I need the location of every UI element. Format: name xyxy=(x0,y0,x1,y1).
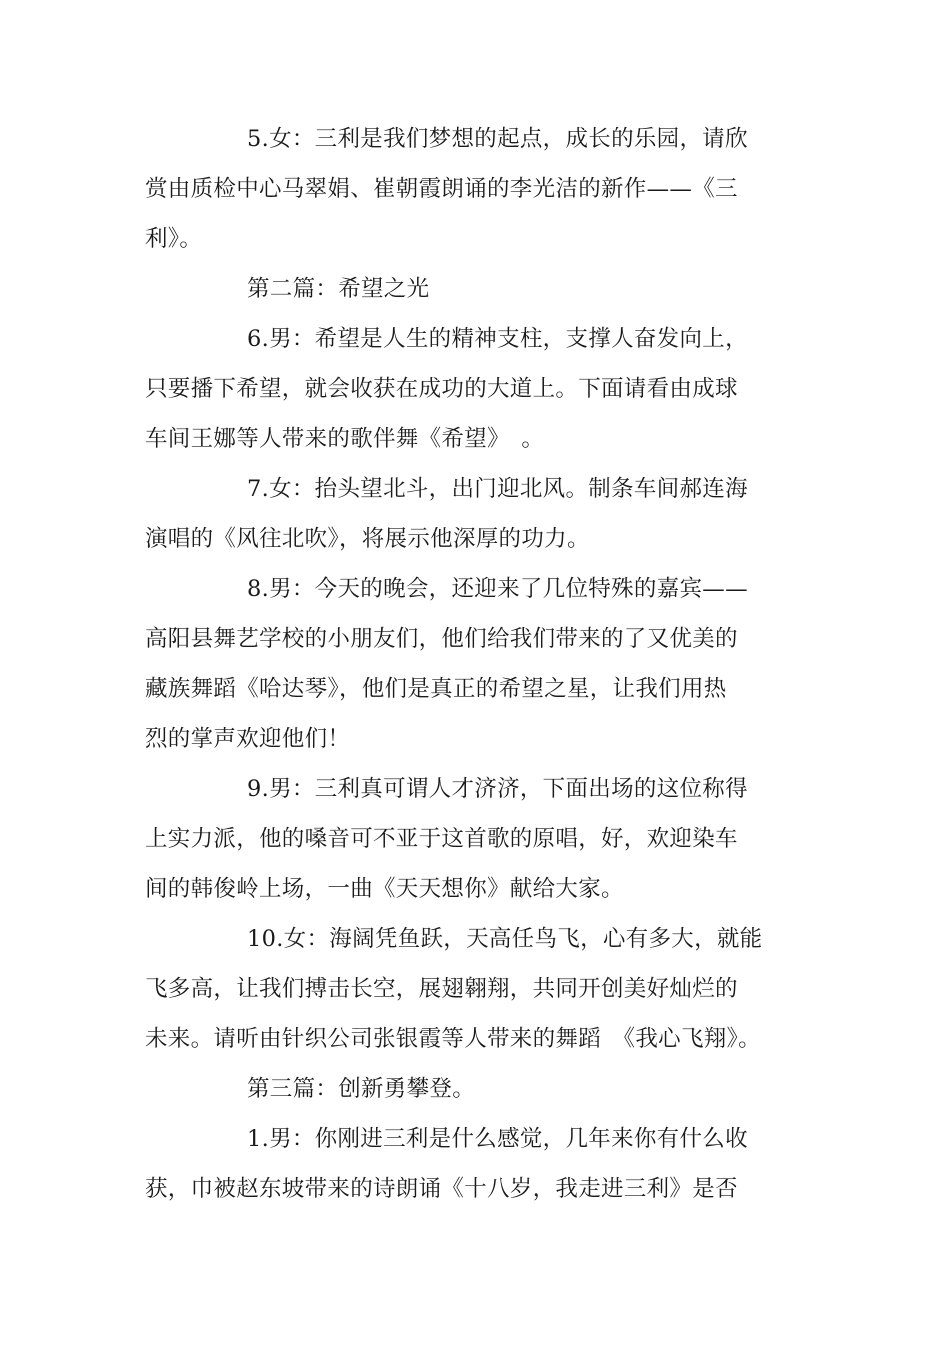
paragraph-line: 赏由质检中心马翠娟、崔朝霞朗诵的李光洁的新作——《三 xyxy=(145,176,738,202)
paragraph-line: 未来。请听由针织公司张银霞等人带来的舞蹈 《我心飞翔》。 xyxy=(145,1026,761,1052)
paragraph-line: 9.男：三利真可谓人才济济，下面出场的这位称得 xyxy=(247,776,748,802)
paragraph-line: 上实力派，他的嗓音可不亚于这首歌的原唱，好，欢迎染车 xyxy=(145,826,738,852)
paragraph-line: 藏族舞蹈《哈达琴》，他们是真正的希望之星，让我们用热 xyxy=(145,676,727,702)
section-heading: 第三篇：创新勇攀登。 xyxy=(247,1076,476,1102)
paragraph-line: 高阳县舞艺学校的小朋友们，他们给我们带来的了又优美的 xyxy=(145,626,738,652)
paragraph-line: 演唱的《风往北吹》，将展示他深厚的功力。 xyxy=(145,526,590,552)
section-heading: 第二篇：希望之光 xyxy=(247,276,430,302)
paragraph-line: 烈的掌声欢迎他们！ xyxy=(145,726,351,752)
paragraph-line: 7.女：抬头望北斗，出门迎北风。制条车间郝连海 xyxy=(247,476,748,502)
paragraph-line: 10.女：海阔凭鱼跃，天高任鸟飞，心有多大，就能 xyxy=(247,926,763,952)
paragraph-line: 只要播下希望，就会收获在成功的大道上。下面请看由成球 xyxy=(145,376,738,402)
paragraph-line: 获，巾被赵东坡带来的诗朗诵《十八岁，我走进三利》是否 xyxy=(145,1176,738,1202)
paragraph-line: 间的韩俊岭上场，一曲《天天想你》献给大家。 xyxy=(145,876,624,902)
paragraph-line: 1.男：你刚进三利是什么感觉，几年来你有什么收 xyxy=(247,1126,748,1152)
paragraph-line: 5.女：三利是我们梦想的起点，成长的乐园，请欣 xyxy=(247,126,748,152)
paragraph-line: 飞多高，让我们搏击长空，展翅翱翔，共同开创美好灿烂的 xyxy=(145,976,738,1002)
paragraph-line: 利》。 xyxy=(145,226,203,252)
paragraph-line: 车间王娜等人带来的歌伴舞《希望》 。 xyxy=(145,426,545,452)
paragraph-line: 6.男：希望是人生的精神支柱，支撑人奋发向上， xyxy=(247,326,748,352)
paragraph-line: 8.男：今天的晚会，还迎来了几位特殊的嘉宾—— xyxy=(247,576,748,602)
